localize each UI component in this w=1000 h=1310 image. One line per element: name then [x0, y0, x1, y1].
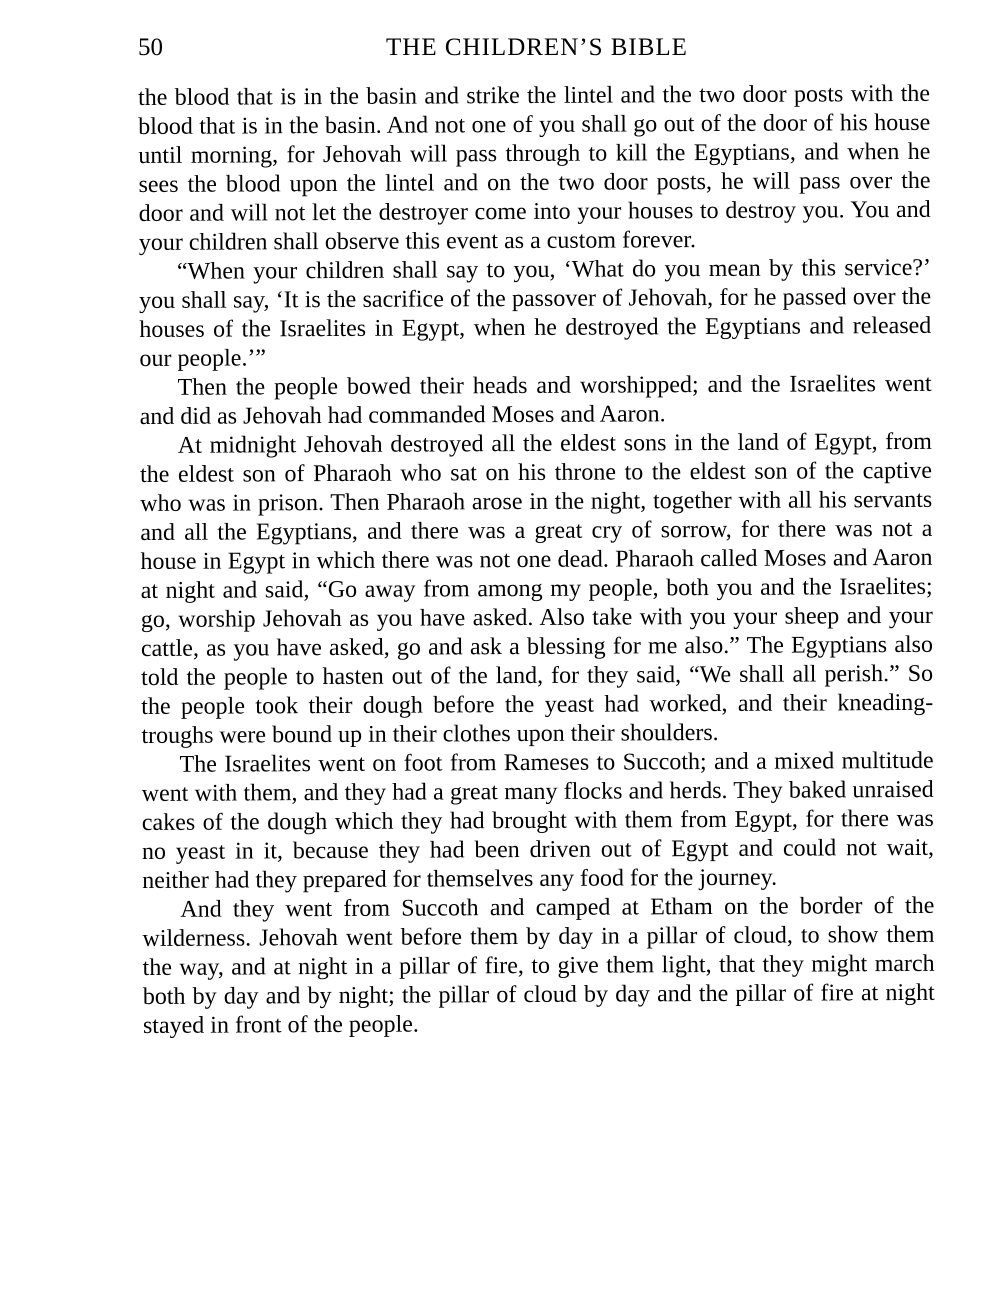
paragraph: The Israelites went on foot from Rameses to Succoth; and a mixed multitude went with them, and they had a great many flocks and herds. They baked unraised cakes of the dough which they had brought with them from Egypt, for there was no yeast in it, because they had been driven out of Egypt and could not wait, neither had they prepared for themselves any food for the journey. — [141, 747, 935, 894]
paragraph-continued: the blood that is in the basin and strike the lintel and the two door posts with the blood that is in the basin. And not one of you shall go out of the door of his house until morning, for Jehovah will pass through to kill the Egyptians, and when he sees the blood upon the lintel and on the two door posts, he will pass over the door and will not let the destroyer come into your houses to destroy you. You and your children shall observe this event as a custom forever. — [138, 80, 931, 256]
book-title: THE CHILDREN’S BIBLE — [386, 34, 688, 61]
paragraph: And they went from Succoth and camped at Etham on the border of the wilderness. Jehovah went before them by day in a pillar of cloud, to show them the way, and at night in a pillar of fire, to give them light, that they might march both by day and by night; the pillar of cloud by day and the pillar of fire at night stayed in front of the people. — [142, 892, 935, 1039]
paragraph: “When your children shall say to you, ‘What do you mean by this service?’ you shall say, ‘It is the sacrifice of the passover of Jehovah, for he passed over the houses of the Israelites in Egypt, when he destroyed the Egyptians and released our people.’” — [139, 254, 932, 372]
paragraph: At midnight Jehovah destroyed all the eldest sons in the land of Egypt, from the eldest son of Pharaoh who sat on his throne to the eldest son of the captive who was in prison. Then Pharaoh arose in the night, together with all his servants and all the Egyptians, and there was a great cry of sorrow, for there was not a house in Egypt in which there was not one dead. Pharaoh called Moses and Aaron at night and said, “Go away from among my people, both you and the Israelites; go, worship Jehovah as you have asked. Also take with you your sheep and your cattle, as you have asked, go and ask a blessing for me also.” The Egyptians also told the people to hasten out of the land, for they said, “We shall all perish.” So the people took their dough before the yeast had worked, and their kneading-troughs were bound up in their clothes upon their shoulders. — [139, 428, 934, 749]
paragraph: Then the people bowed their heads and worshipped; and the Israelites went and did as Jehovah had commanded Moses and Aaron. — [139, 370, 932, 430]
running-head — [138, 30, 928, 66]
page-number: 50 — [138, 34, 163, 61]
body-text — [138, 80, 935, 1041]
